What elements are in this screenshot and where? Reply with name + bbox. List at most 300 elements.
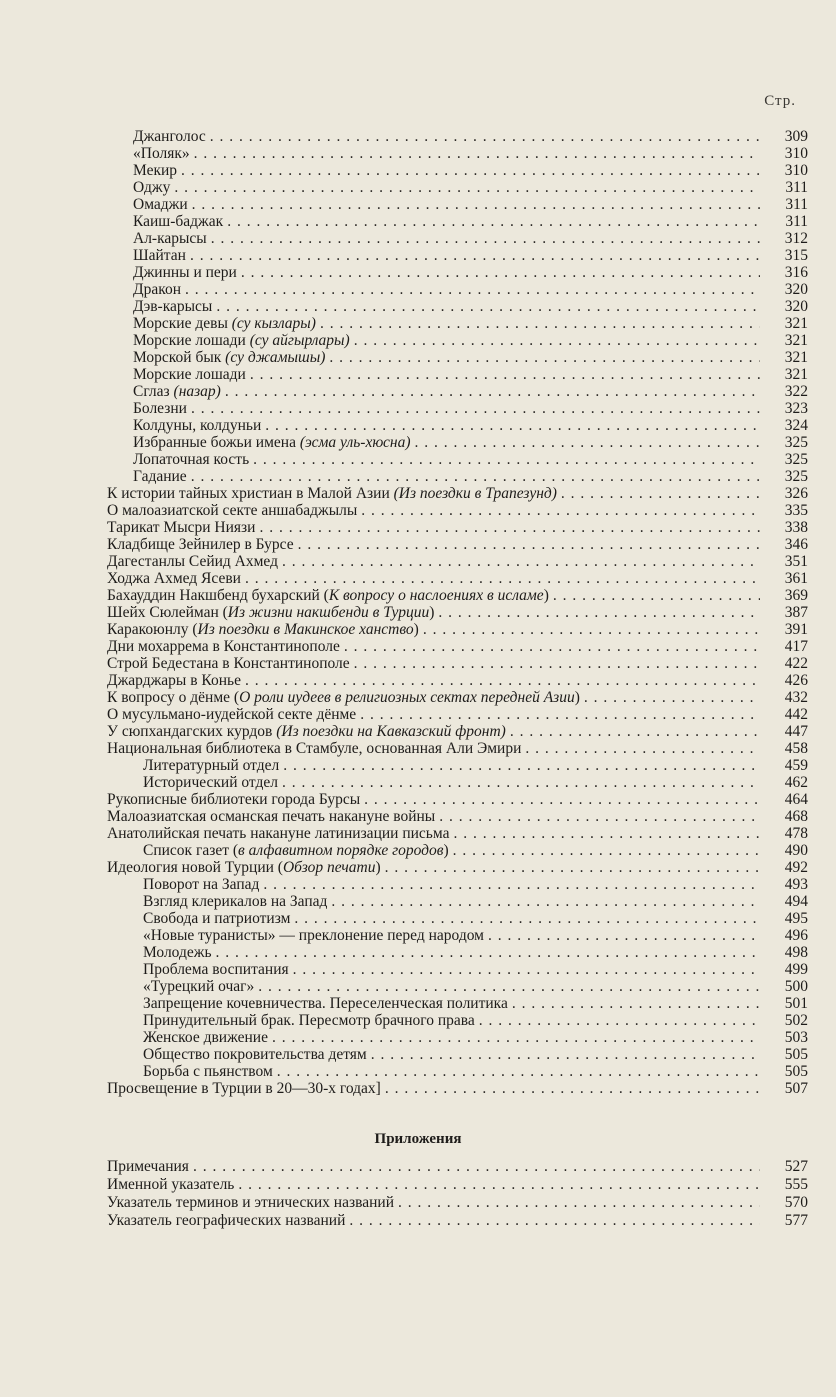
- toc-entry-title: [107, 672, 245, 689]
- toc-entry-title: [107, 1194, 398, 1212]
- dot-leader: [439, 808, 760, 825]
- dot-leader: [293, 961, 760, 978]
- dot-leader: [371, 1046, 760, 1063]
- toc-entry-text: Бахауддин Накшбенд бухарский (: [107, 587, 329, 604]
- toc-entry: [0, 978, 836, 995]
- toc-entry-suffix: ): [574, 689, 580, 706]
- toc-entry-page: 527: [784, 1158, 808, 1175]
- toc-entry-text: Колдуны, колдуньи: [133, 417, 262, 434]
- toc-entry-page: 555: [784, 1176, 808, 1193]
- toc-entry-subtitle: в алфавитном порядке городов: [238, 842, 444, 859]
- toc-entry-page: 346: [784, 536, 808, 553]
- toc-entry-suffix: ): [429, 604, 435, 621]
- toc-entry: [0, 961, 836, 978]
- toc-entry-text: Молодежь: [143, 944, 212, 961]
- toc-entry-title: [107, 808, 439, 825]
- dot-leader: [453, 825, 760, 842]
- dot-leader: [259, 519, 760, 536]
- toc-entry-text: Морской бык: [133, 349, 226, 366]
- dot-leader: [216, 298, 760, 315]
- toc-entry-page: 494: [784, 893, 808, 910]
- toc-entry: [0, 400, 836, 417]
- toc-entry-text: Каракоюнлу (: [107, 621, 198, 638]
- toc-entry-title: [143, 842, 453, 859]
- toc-entry-title: [143, 910, 294, 927]
- dot-leader: [423, 621, 760, 638]
- toc-entry-text: Поворот на Запад: [143, 876, 260, 893]
- toc-entry: [0, 349, 836, 366]
- toc-entry-text: Джанголос: [133, 128, 206, 145]
- toc-entry-text: Просвещение в Турции в 20—30-х годах]: [107, 1080, 381, 1097]
- toc-entry-page: 503: [784, 1029, 808, 1046]
- toc-entry-page: 310: [784, 162, 808, 179]
- toc-entry-title: [143, 1046, 371, 1063]
- toc-entry-page: 325: [784, 468, 808, 485]
- toc-entry-page: 495: [784, 910, 808, 927]
- toc-entry: [0, 468, 836, 485]
- toc-entry: [0, 366, 836, 383]
- toc-entry: [0, 1012, 836, 1029]
- toc-entry-page: 417: [784, 638, 808, 655]
- toc-entry: [0, 485, 836, 502]
- dot-leader: [263, 876, 760, 893]
- toc-entry-page: 325: [784, 434, 808, 451]
- toc-entry: [0, 927, 836, 944]
- toc-entry-suffix: ): [375, 859, 381, 876]
- toc-entry-page: 311: [785, 213, 808, 230]
- page-column-header: Стр.: [764, 93, 796, 109]
- dot-leader: [192, 196, 760, 213]
- toc-entry-page: 570: [784, 1194, 808, 1211]
- toc-entry-page: 422: [784, 655, 808, 672]
- toc-entry-title: [133, 162, 181, 179]
- toc-entry-page: 321: [784, 349, 808, 366]
- dot-leader: [553, 587, 760, 604]
- toc-entry: [0, 774, 836, 791]
- toc-entry-page: 326: [784, 485, 808, 502]
- dot-leader: [258, 978, 760, 995]
- dot-leader: [398, 1194, 760, 1212]
- dot-leader: [193, 1158, 760, 1176]
- toc-entry-page: 500: [784, 978, 808, 995]
- toc-entry-subtitle: Из поездки в Макинское ханство: [197, 621, 414, 638]
- dot-leader: [191, 468, 760, 485]
- toc-entry-page: 505: [784, 1046, 808, 1063]
- dot-leader: [298, 536, 760, 553]
- toc-entry-subtitle: (назар): [173, 383, 221, 400]
- toc-entry-title: [143, 927, 488, 944]
- toc-entry-page: 499: [784, 961, 808, 978]
- toc-entry-title: [107, 621, 423, 638]
- toc-entry: [0, 1194, 836, 1212]
- appendix-title: Приложения: [374, 1131, 462, 1147]
- toc-entry-subtitle: О роли иудеев в религиозных сектах передней Азии: [239, 689, 575, 706]
- dot-leader: [344, 638, 760, 655]
- toc-entry-subtitle: (су джамышы): [225, 349, 326, 366]
- toc-entry-title: [133, 230, 211, 247]
- toc-entry-page: 442: [784, 706, 808, 723]
- appendix-list: [0, 1158, 836, 1230]
- toc-entry-text: Дэв-карысы: [133, 298, 213, 315]
- toc-entry-title: [107, 689, 584, 706]
- toc-entry: [0, 876, 836, 893]
- toc-entry-title: [107, 1158, 193, 1176]
- dot-leader: [294, 910, 760, 927]
- toc-entry: [0, 995, 836, 1012]
- toc-entry-title: [133, 298, 216, 315]
- dot-leader: [174, 179, 760, 196]
- toc-entry: [0, 570, 836, 587]
- dot-leader: [361, 502, 760, 519]
- toc-entry-title: [107, 519, 259, 536]
- toc-entry-text: Именной указатель: [107, 1176, 235, 1193]
- toc-entry-page: 478: [784, 825, 808, 842]
- toc-entry-title: [107, 655, 354, 672]
- toc-entry-page: 361: [784, 570, 808, 587]
- toc-entry-text: Дагестанлы Сейид Ахмед: [107, 553, 278, 570]
- dot-leader: [225, 383, 760, 400]
- dot-leader: [385, 859, 760, 876]
- toc-entry-title: [107, 604, 438, 621]
- toc-entry: [0, 1063, 836, 1080]
- dot-leader: [510, 723, 760, 740]
- toc-entry-text: К вопросу о дёнме (: [107, 689, 240, 706]
- toc-entry-title: [107, 553, 282, 570]
- toc-entry: [0, 145, 836, 162]
- toc-entry: [0, 791, 836, 808]
- toc-entry-page: 324: [784, 417, 808, 434]
- dot-leader: [479, 1012, 760, 1029]
- toc-entry-title: [143, 1029, 272, 1046]
- toc-entry-text: Строй Бедестана в Константинополе: [107, 655, 350, 672]
- dot-leader: [385, 1080, 760, 1097]
- toc-entry-page: 459: [784, 757, 808, 774]
- dot-leader: [194, 145, 760, 162]
- toc-entry: [0, 1212, 836, 1230]
- dot-leader: [227, 213, 760, 230]
- toc-entry-title: [143, 978, 258, 995]
- toc-entry-text: Ходжа Ахмед Ясеви: [107, 570, 241, 587]
- dot-leader: [354, 655, 760, 672]
- toc-entry-page: 321: [784, 315, 808, 332]
- toc-entry-page: 464: [784, 791, 808, 808]
- toc-entry-text: Лопаточная кость: [133, 451, 250, 468]
- dot-leader: [364, 791, 760, 808]
- toc-entry: [0, 808, 836, 825]
- toc-entry-text: У сюпхандагских курдов: [107, 723, 277, 740]
- toc-entry-text: «Новые туранисты» — преклонение перед народом: [143, 927, 484, 944]
- toc-entry-text: Запрещение кочевничества. Переселенческая политика: [143, 995, 508, 1012]
- toc-entry: [0, 672, 836, 689]
- toc-entry-text: Морские лошади: [133, 366, 246, 383]
- toc-entry-subtitle: (Из поездки в Трапезунд): [393, 485, 557, 502]
- toc-entry-subtitle: (су кызлары): [231, 315, 316, 332]
- toc-entry-page: 311: [785, 196, 808, 213]
- toc-entry-title: [133, 349, 329, 366]
- toc-entry-text: Тарикат Мысри Ниязи: [107, 519, 256, 536]
- toc-entry-page: 320: [784, 298, 808, 315]
- toc-entry-page: 507: [784, 1080, 808, 1097]
- toc-entry: [0, 519, 836, 536]
- toc-entry: [0, 264, 836, 281]
- toc-entry-page: 432: [784, 689, 808, 706]
- toc-entry-text: Дни мохаррема в Константинополе: [107, 638, 340, 655]
- toc-entry-title: [107, 570, 245, 587]
- toc-entry-text: Джинны и пери: [133, 264, 237, 281]
- toc-entry-title: [133, 383, 225, 400]
- toc-entry: [0, 757, 836, 774]
- toc-entry-page: 321: [784, 366, 808, 383]
- toc-entry: [0, 655, 836, 672]
- dot-leader: [245, 672, 760, 689]
- toc-entry-page: 498: [784, 944, 808, 961]
- toc-entry-title: [107, 638, 344, 655]
- toc-entry-title: [133, 281, 185, 298]
- toc-entry: [0, 621, 836, 638]
- toc-entry-title: [133, 213, 227, 230]
- toc-entry-text: О мусульмано-иудейской секте дёнме: [107, 706, 357, 723]
- toc-entry: [0, 332, 836, 349]
- toc-entry-title: [133, 179, 174, 196]
- toc-entry-title: [107, 587, 553, 604]
- dot-leader: [349, 1212, 760, 1230]
- toc-entry-page: 391: [784, 621, 808, 638]
- toc-entry-text: Болезни: [133, 400, 187, 417]
- toc-entry-subtitle: К вопросу о наслоениях в исламе: [328, 587, 544, 604]
- toc-entry-suffix: ): [413, 621, 419, 638]
- toc-entry-text: Оджу: [133, 179, 171, 196]
- toc-entry-text: Шейх Сюлейман (: [107, 604, 228, 621]
- toc-entry-page: 577: [784, 1212, 808, 1229]
- toc-entry-text: Морские девы: [133, 315, 232, 332]
- dot-leader: [238, 1176, 760, 1194]
- toc-entry-page: 320: [784, 281, 808, 298]
- dot-leader: [190, 247, 760, 264]
- toc-entry-page: 492: [784, 859, 808, 876]
- toc-entry: [0, 298, 836, 315]
- toc-entry: [0, 128, 836, 145]
- toc-entry-page: 496: [784, 927, 808, 944]
- toc-entry: [0, 383, 836, 400]
- dot-leader: [561, 485, 760, 502]
- toc-entry-page: 493: [784, 876, 808, 893]
- toc-entry-page: 502: [784, 1012, 808, 1029]
- toc-entry-text: Рукописные библиотеки города Бурсы: [107, 791, 361, 808]
- toc-entry: [0, 417, 836, 434]
- dot-leader: [181, 162, 760, 179]
- toc-entry-subtitle: Обзор печати: [282, 859, 376, 876]
- toc-entry-text: Список газет (: [143, 842, 239, 859]
- toc-entry-subtitle: (эсма уль-хюсна): [299, 434, 411, 451]
- toc-entry-title: [133, 264, 241, 281]
- toc-entry-title: [143, 944, 216, 961]
- dot-leader: [277, 1063, 760, 1080]
- toc-entry-text: Сглаз: [133, 383, 174, 400]
- toc-entry-text: Омаджи: [133, 196, 188, 213]
- dot-leader: [329, 349, 760, 366]
- toc-entry-title: [107, 791, 364, 808]
- toc-entry-text: Шайтан: [133, 247, 186, 264]
- dot-leader: [272, 1029, 760, 1046]
- toc-entry-text: «Поляк»: [133, 145, 190, 162]
- toc-entry-suffix: ): [543, 587, 549, 604]
- toc-entry-text: О малоазиатской секте аншабаджылы: [107, 502, 358, 519]
- toc-entry-text: Малоазиатская османская печать накануне войны: [107, 808, 436, 825]
- toc-entry: [0, 536, 836, 553]
- dot-leader: [253, 451, 760, 468]
- toc-entry-suffix: ): [443, 842, 449, 859]
- toc-entry-title: [107, 502, 361, 519]
- toc-entry-page: 387: [784, 604, 808, 621]
- toc-entry: [0, 230, 836, 247]
- toc-entry-text: Принудительный брак. Пересмотр брачного права: [143, 1012, 475, 1029]
- toc-entry-text: Гадание: [133, 468, 187, 485]
- toc-entry: [0, 859, 836, 876]
- dot-leader: [250, 366, 760, 383]
- toc-entry-text: Борьба с пьянством: [143, 1063, 273, 1080]
- toc-entry: [0, 162, 836, 179]
- toc-entry-title: [143, 961, 293, 978]
- toc-entry: [0, 213, 836, 230]
- toc-entry-text: Примечания: [107, 1158, 189, 1175]
- toc-entry-text: Национальная библиотека в Стамбуле, основанная Али Эмири: [107, 740, 522, 757]
- toc-entry-title: [107, 859, 385, 876]
- toc-entry-title: [107, 1080, 385, 1097]
- toc-entry-title: [133, 451, 253, 468]
- toc-entry-title: [143, 774, 282, 791]
- toc-entry-title: [133, 315, 320, 332]
- toc-entry-page: 505: [784, 1063, 808, 1080]
- toc-entry-page: 462: [784, 774, 808, 791]
- toc-entry-text: Избранные божьи имена: [133, 434, 300, 451]
- toc-entry-text: Проблема воспитания: [143, 961, 289, 978]
- dot-leader: [282, 774, 760, 791]
- dot-leader: [185, 281, 760, 298]
- dot-leader: [415, 434, 760, 451]
- toc-entry-title: [133, 366, 250, 383]
- toc-entry: [0, 944, 836, 961]
- toc-entry-page: 335: [784, 502, 808, 519]
- toc-entry-title: [133, 332, 354, 349]
- dot-leader: [488, 927, 760, 944]
- toc-entry: [0, 451, 836, 468]
- toc-entry-page: 309: [784, 128, 808, 145]
- dot-leader: [282, 553, 760, 570]
- toc-entry: [0, 179, 836, 196]
- toc-entry-page: 325: [784, 451, 808, 468]
- dot-leader: [216, 944, 760, 961]
- dot-leader: [331, 893, 760, 910]
- dot-leader: [191, 400, 760, 417]
- toc-entry-title: [133, 196, 192, 213]
- toc-entry-title: [107, 825, 453, 842]
- toc-entry: [0, 1176, 836, 1194]
- toc-entry-title: [107, 485, 561, 502]
- toc-entry-title: [133, 468, 191, 485]
- toc-entry: [0, 638, 836, 655]
- toc-entry-title: [143, 995, 512, 1012]
- toc-entry-text: Анатолийская печать накануне латинизации письма: [107, 825, 450, 842]
- toc-entry-title: [107, 706, 360, 723]
- toc-entry-text: Указатель терминов и этнических названий: [107, 1194, 394, 1211]
- toc-entry-title: [133, 417, 265, 434]
- toc-entry: [0, 910, 836, 927]
- toc-entry: [0, 1080, 836, 1097]
- toc-entry-title: [133, 434, 415, 451]
- toc-entry: [0, 1158, 836, 1176]
- toc-entry-page: 490: [784, 842, 808, 859]
- dot-leader: [584, 689, 760, 706]
- toc-entry-title: [107, 536, 298, 553]
- toc-entry-text: Джарджары в Конье: [107, 672, 241, 689]
- toc-entry: [0, 825, 836, 842]
- toc-entry-title: [143, 1012, 479, 1029]
- toc-entry-text: Общество покровительства детям: [143, 1046, 367, 1063]
- toc-entry-title: [143, 1063, 277, 1080]
- toc-entry-text: Дракон: [133, 281, 181, 298]
- toc-entry-text: Литературный отдел: [143, 757, 280, 774]
- toc-entry-text: К истории тайных христиан в Малой Азии: [107, 485, 394, 502]
- toc-entry-text: Свобода и патриотизм: [143, 910, 291, 927]
- toc-entry: [0, 553, 836, 570]
- toc-entry-text: Исторический отдел: [143, 774, 278, 791]
- dot-leader: [525, 740, 760, 757]
- toc-entry: [0, 842, 836, 859]
- toc-entry-page: 426: [784, 672, 808, 689]
- toc-entry-page: 501: [784, 995, 808, 1012]
- toc-entry-text: Женское движение: [143, 1029, 268, 1046]
- dot-leader: [245, 570, 760, 587]
- toc-entry: [0, 315, 836, 332]
- toc-entry-title: [133, 400, 191, 417]
- toc-entry: [0, 196, 836, 213]
- toc-entry: [0, 1046, 836, 1063]
- toc-entry-text: Мекир: [133, 162, 178, 179]
- toc-entry-title: [143, 757, 283, 774]
- toc-entry-text: Указатель географических названий: [107, 1212, 346, 1229]
- dot-leader: [210, 128, 760, 145]
- toc-entry-page: 447: [784, 723, 808, 740]
- toc-entry: [0, 281, 836, 298]
- toc-entry: [0, 434, 836, 451]
- toc-entry: [0, 1029, 836, 1046]
- toc-entry-page: 322: [784, 383, 808, 400]
- toc-entry-subtitle: (су айгырлары): [249, 332, 350, 349]
- toc-entry-page: 311: [785, 179, 808, 196]
- toc-entry-page: 369: [784, 587, 808, 604]
- toc-entry-page: 315: [784, 247, 808, 264]
- toc-entry-page: 338: [784, 519, 808, 536]
- toc-entry-page: 312: [784, 230, 808, 247]
- toc-entry-text: Кладбище Зейнилер в Бурсе: [107, 536, 294, 553]
- toc-entry-page: 458: [784, 740, 808, 757]
- toc-entry: [0, 689, 836, 706]
- toc-entry-title: [133, 145, 194, 162]
- toc-entry-text: Ал-карысы: [133, 230, 207, 247]
- dot-leader: [360, 706, 760, 723]
- dot-leader: [354, 332, 760, 349]
- toc-entry-page: 316: [784, 264, 808, 281]
- toc-entry-text: Каиш-баджак: [133, 213, 224, 230]
- toc-entry: [0, 893, 836, 910]
- dot-leader: [283, 757, 760, 774]
- toc-entry-page: 351: [784, 553, 808, 570]
- dot-leader: [320, 315, 760, 332]
- table-of-contents: [0, 128, 836, 1097]
- toc-entry-subtitle: Из жизни накшбенди в Турции: [227, 604, 430, 621]
- toc-entry-title: [107, 1212, 349, 1230]
- toc-entry-text: Идеология новой Турции (: [107, 859, 283, 876]
